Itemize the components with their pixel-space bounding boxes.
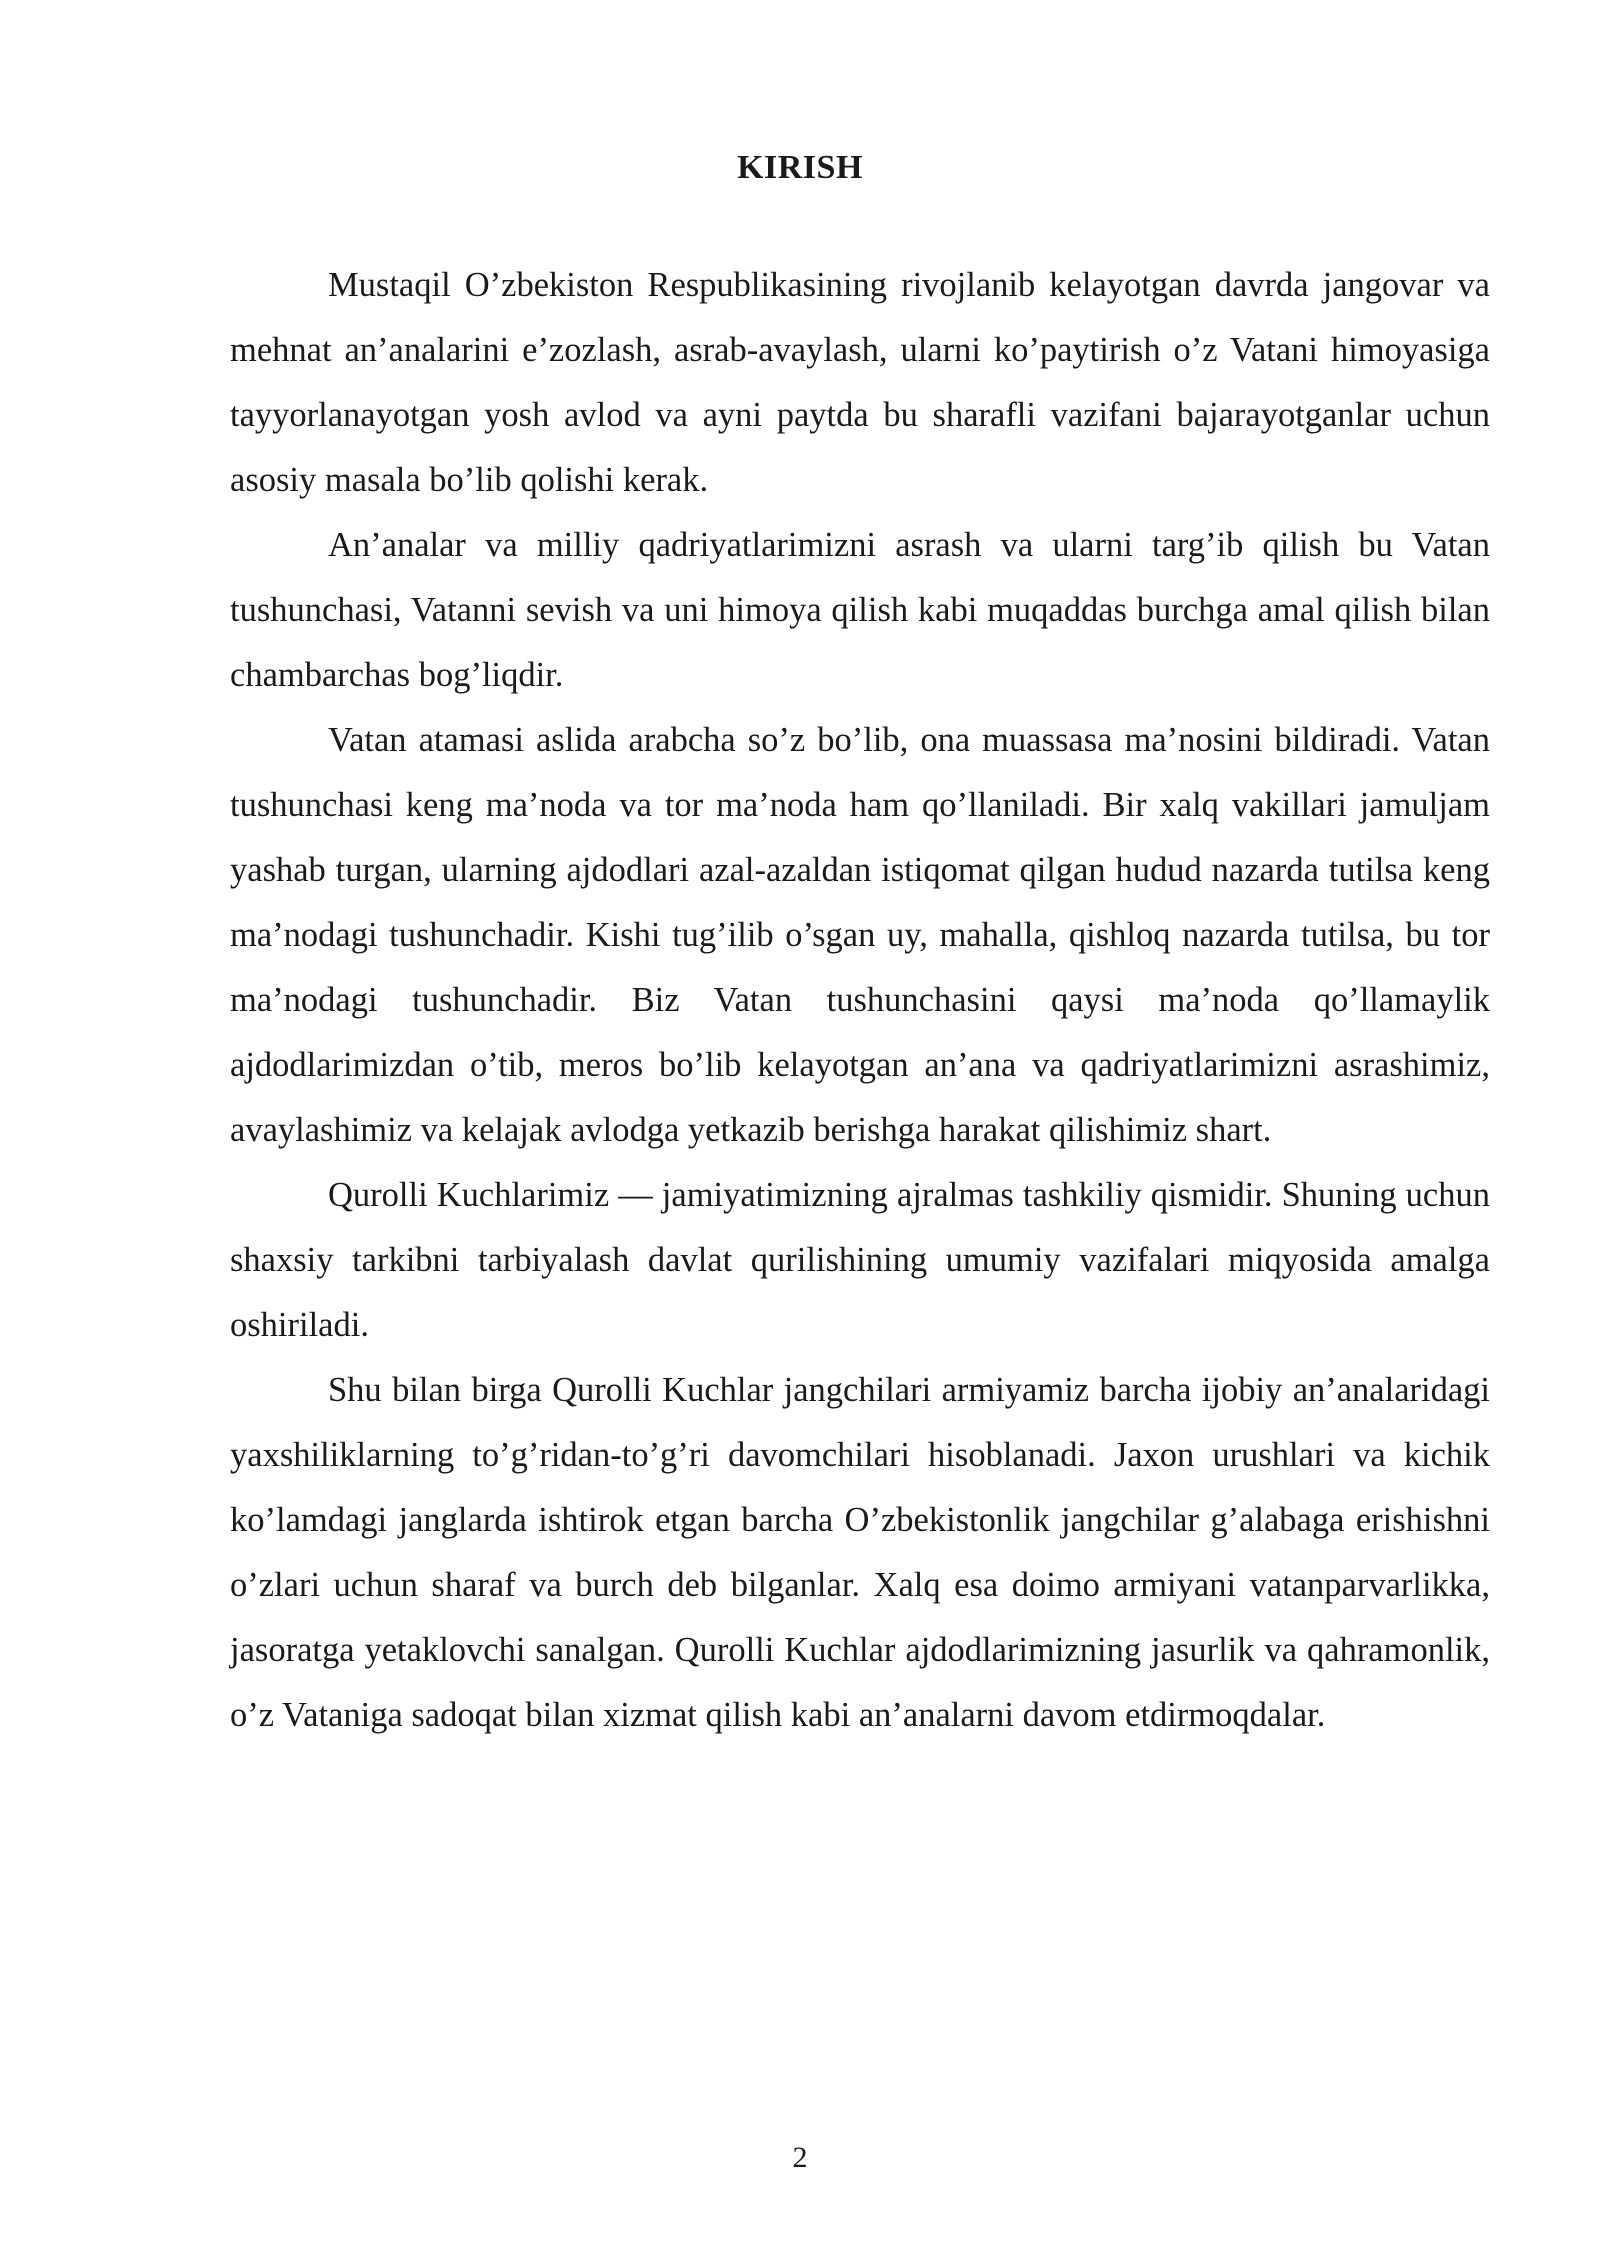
paragraph-2: An’analar va milliy qadriyatlarimizni asrash va ularni targ’ib qilish bu Vatan tushunchasi, Vatanni sevish va uni himoya qilish kabi muqaddas burchga amal qilish bilan chambarchas bog’liqdir. <box>230 526 1490 694</box>
paragraph-1: Mustaqil O’zbekiston Respublikasining rivojlanib kelayotgan davrda jangovar va mehnat an’analarini e’zozlash, asrab-avaylash, ularni ko’paytirish o’z Vatani himoyasiga tayyorlanayotgan yosh avlod va ayni paytda bu sharafli vazifani bajarayotganlar uchun asosiy masala bo’lib qolishi kerak. <box>230 266 1490 499</box>
body-text <box>230 253 1490 1748</box>
page-title: KIRISH <box>737 149 863 186</box>
paragraph-3: Vatan atamasi aslida arabcha so’z bo’lib, ona muassasa ma’nosini bildiradi. Vatan tushunchasi keng ma’noda va tor ma’noda ham qo’llaniladi. Bir xalq vakillari jamuljam yashab turgan, ularning ajdodlari azal-azaldan istiqomat qilgan hudud nazarda tutilsa keng ma’nodagi tushunchadir. Kishi tug’ilib o’sgan uy, mahalla, qishloq nazarda tutilsa, bu tor ma’nodagi tushunchadir. Biz Vatan tushunchasini qaysi ma’noda qo’llamaylik ajdodlarimizdan o’tib, meros bo’lib kelayotgan an’ana va qadriyatlarimizni asrashimiz, avaylashimiz va kelajak avlodga yetkazib berishga harakat qilishimiz shart. <box>230 721 1490 1149</box>
paragraph-4: Qurolli Kuchlarimiz — jamiyatimizning ajralmas tashkiliy qismidir. Shuning uchun shaxsiy tarkibni tarbiyalash davlat qurilishining umumiy vazifalari miqyosida amalga oshiriladi. <box>230 1176 1490 1344</box>
paragraph-5: Shu bilan birga Qurolli Kuchlar jangchilari armiyamiz barcha ijobiy an’analaridagi yaxshiliklarning to’g’ridan-to’g’ri davomchilari hisoblanadi. Jaxon urushlari va kichik ko’lamdagi janglarda ishtirok etgan barcha O’zbekistonlik jangchilar g’alabaga erishishni o’zlari uchun sharaf va burch deb bilganlar. Xalq esa doimo armiyani vatanparvarlikka, jasoratga yetaklovchi sanalgan. Qurolli Kuchlar ajdodlarimizning jasurlik va qahramonlik, o’z Vataniga sadoqat bilan xizmat qilish kabi an’analarni davom etdirmoqdalar. <box>230 1371 1490 1734</box>
page-number: 2 <box>792 2141 808 2174</box>
